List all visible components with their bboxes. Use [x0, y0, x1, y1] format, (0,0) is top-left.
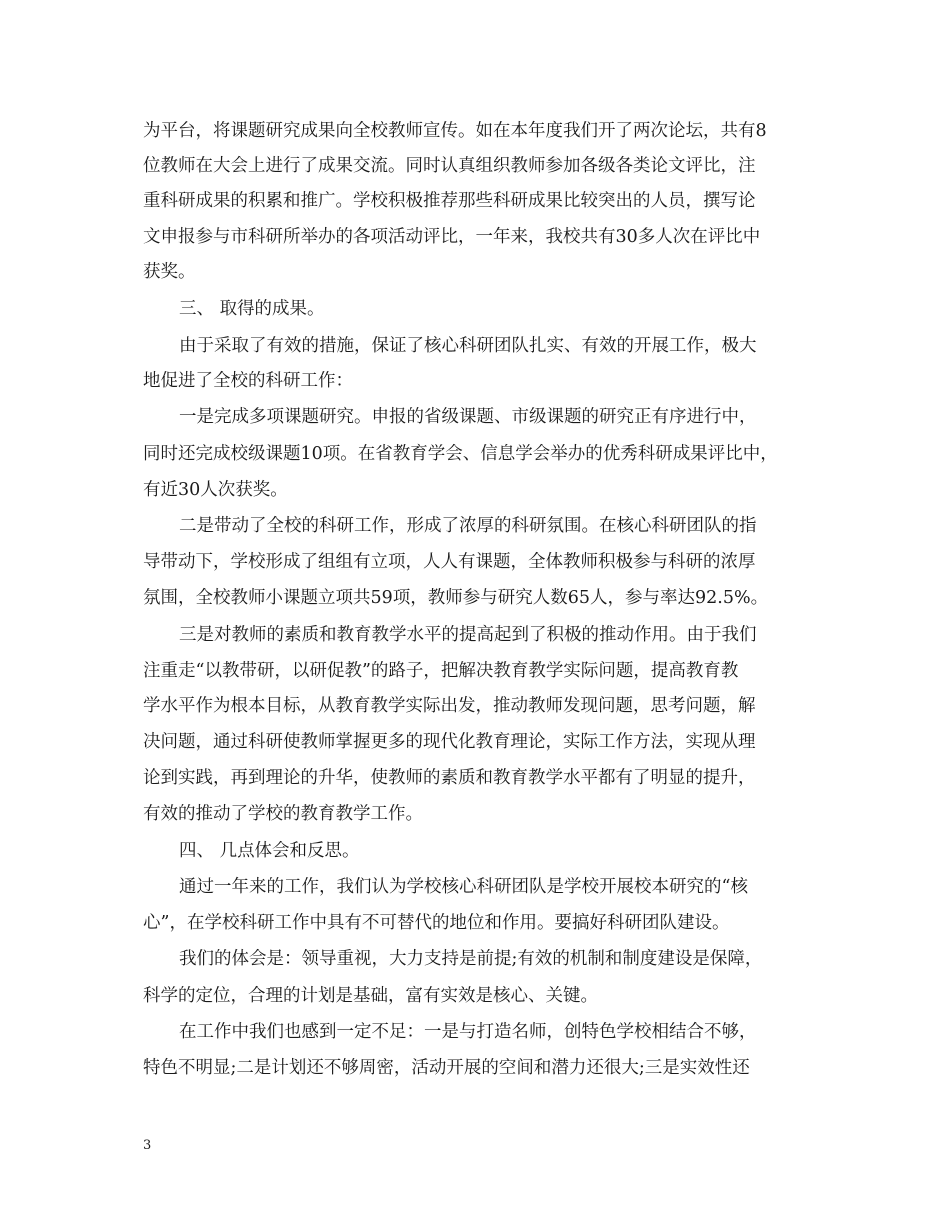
- text-line: 为平台，将课题研究成果向全校教师宣传。如在本年度我们开了两次论坛，共有8: [143, 121, 767, 141]
- text-line: 同时还完成校级课题10项。在省教育学会、信息学会举办的优秀科研成果评比中，: [143, 444, 778, 464]
- text-line: 心”，在学校科研工作中具有不可替代的地位和作用。要搞好科研团队建设。: [143, 913, 730, 933]
- text-line: 有近30人次获奖。: [143, 480, 288, 500]
- text-line: 导带动下，学校形成了组组有立项，人人有课题，全体教师积极参与科研的浓厚: [143, 552, 756, 572]
- text-line: 位教师在大会上进行了成果交流。同时认真组织教师参加各级各类论文评比，注: [143, 156, 756, 176]
- section-heading: 四、 几点体会和反思。: [179, 841, 360, 861]
- text-line: 我们的体会是：领导重视，大力支持是前提;有效的机制和制度建设是保障，: [179, 949, 763, 969]
- text-line: 决问题，通过科研使教师掌握更多的现代化教育理论，实际工作方法，实现从理: [143, 732, 756, 752]
- text-line: 科学的定位，合理的计划是基础，富有实效是核心、关键。: [143, 986, 598, 1006]
- text-line: 一是完成多项课题研究。申报的省级课题、市级课题的研究正有序进行中，: [179, 407, 757, 427]
- text-line: 由于采取了有效的措施，保证了核心科研团队扎实、有效的开展工作，极大: [179, 336, 757, 356]
- text-line: 特色不明显;二是计划还不够周密，活动开展的空间和潜力还很大;三是实效性还: [143, 1058, 750, 1078]
- page-number: 3: [143, 1138, 152, 1153]
- text-line: 在工作中我们也感到一定不足：一是与打造名师，创特色学校相结合不够，: [179, 1022, 757, 1042]
- text-line: 学水平作为根本目标，从教育教学实际出发，推动教师发现问题，思考问题，解: [143, 696, 756, 716]
- text-line: 地促进了全校的科研工作：: [143, 371, 353, 391]
- text-line: 三是对教师的素质和教育教学水平的提高起到了积极的推动作用。由于我们: [179, 625, 757, 645]
- text-line: 氛围，全校教师小课题立项共59项，教师参与研究人数65人，参与率达92.5%。: [143, 588, 769, 608]
- section-heading: 三、 取得的成果。: [179, 299, 325, 319]
- text-line: 注重走“以教带研，以研促教”的路子，把解决教育教学实际问题，提高教育教: [143, 661, 739, 681]
- text-line: 文申报参与市科研所举办的各项活动评比，一年来，我校共有30多人次在评比中: [143, 227, 761, 247]
- text-line: 二是带动了全校的科研工作，形成了浓厚的科研氛围。在核心科研团队的指: [179, 516, 757, 536]
- text-line: 有效的推动了学校的教育教学工作。: [143, 804, 423, 824]
- text-line: 通过一年来的工作，我们认为学校核心科研团队是学校开展校本研究的“核: [179, 877, 748, 897]
- text-line: 论到实践，再到理论的升华，使教师的素质和教育教学水平都有了明显的提升，: [143, 768, 756, 788]
- text-line: 重科研成果的积累和推广。学校积极推荐那些科研成果比较突出的人员，撰写论: [143, 191, 756, 211]
- text-line: 获奖。: [143, 262, 196, 282]
